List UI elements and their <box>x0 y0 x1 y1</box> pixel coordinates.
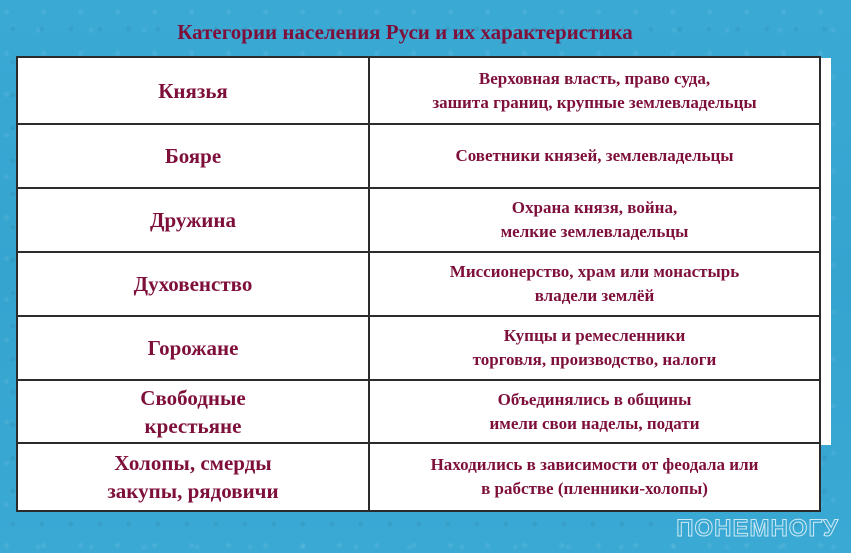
category-label: крестьяне <box>144 413 242 438</box>
description-cell <box>370 444 819 510</box>
category-label: Горожане <box>147 336 239 360</box>
description-cell <box>370 58 819 123</box>
category-label: Дружина <box>150 208 236 232</box>
description-line: владели землёй <box>534 286 655 305</box>
population-categories-table <box>16 56 821 512</box>
table-row <box>18 253 819 317</box>
description-cell <box>370 381 819 442</box>
description-line: Миссионерство, храм или монастырь <box>449 262 740 281</box>
description-line: мелкие землевладельцы <box>500 222 689 241</box>
category-label: Бояре <box>164 144 222 168</box>
category-cell <box>18 125 370 187</box>
description-cell <box>370 317 819 379</box>
description-line: Объединялись в общины <box>497 389 692 409</box>
table-row <box>18 58 819 125</box>
category-cell <box>18 189 370 251</box>
category-cell <box>18 58 370 123</box>
category-label: Холопы, смерды <box>114 451 272 475</box>
category-label: Духовенство <box>133 272 253 296</box>
category-label: Свободные <box>140 385 246 410</box>
category-label: закупы, рядовичи <box>107 479 279 503</box>
category-cell <box>18 381 370 442</box>
description-line: зашита границ, крупные землевладельцы <box>432 92 757 112</box>
description-line: Охрана князя, война, <box>511 198 678 217</box>
category-cell <box>18 317 370 379</box>
table-title: Категории населения Руси и их характеристика <box>177 20 633 44</box>
description-line: Верховная власть, право суда, <box>478 68 711 88</box>
description-line: Находились в зависимости от феодала или <box>430 455 759 474</box>
category-label: Князья <box>158 78 228 103</box>
description-cell <box>370 125 819 187</box>
description-cell <box>370 189 819 251</box>
description-line: Советники князей, землевладельцы <box>455 146 734 165</box>
description-line: имели свои наделы, подати <box>489 413 700 433</box>
table-row <box>18 317 819 381</box>
table-row <box>18 125 819 189</box>
description-line: торговля, производство, налоги <box>472 350 717 369</box>
description-line: в рабстве (пленники-холопы) <box>481 479 708 498</box>
category-cell <box>18 444 370 510</box>
description-cell <box>370 253 819 315</box>
category-cell <box>18 253 370 315</box>
table-row <box>18 381 819 444</box>
watermark-logo: ПОНЕМНОГУ <box>676 515 839 542</box>
table-row <box>18 444 819 510</box>
table-row <box>18 189 819 253</box>
description-line: Купцы и ремесленники <box>503 326 686 345</box>
